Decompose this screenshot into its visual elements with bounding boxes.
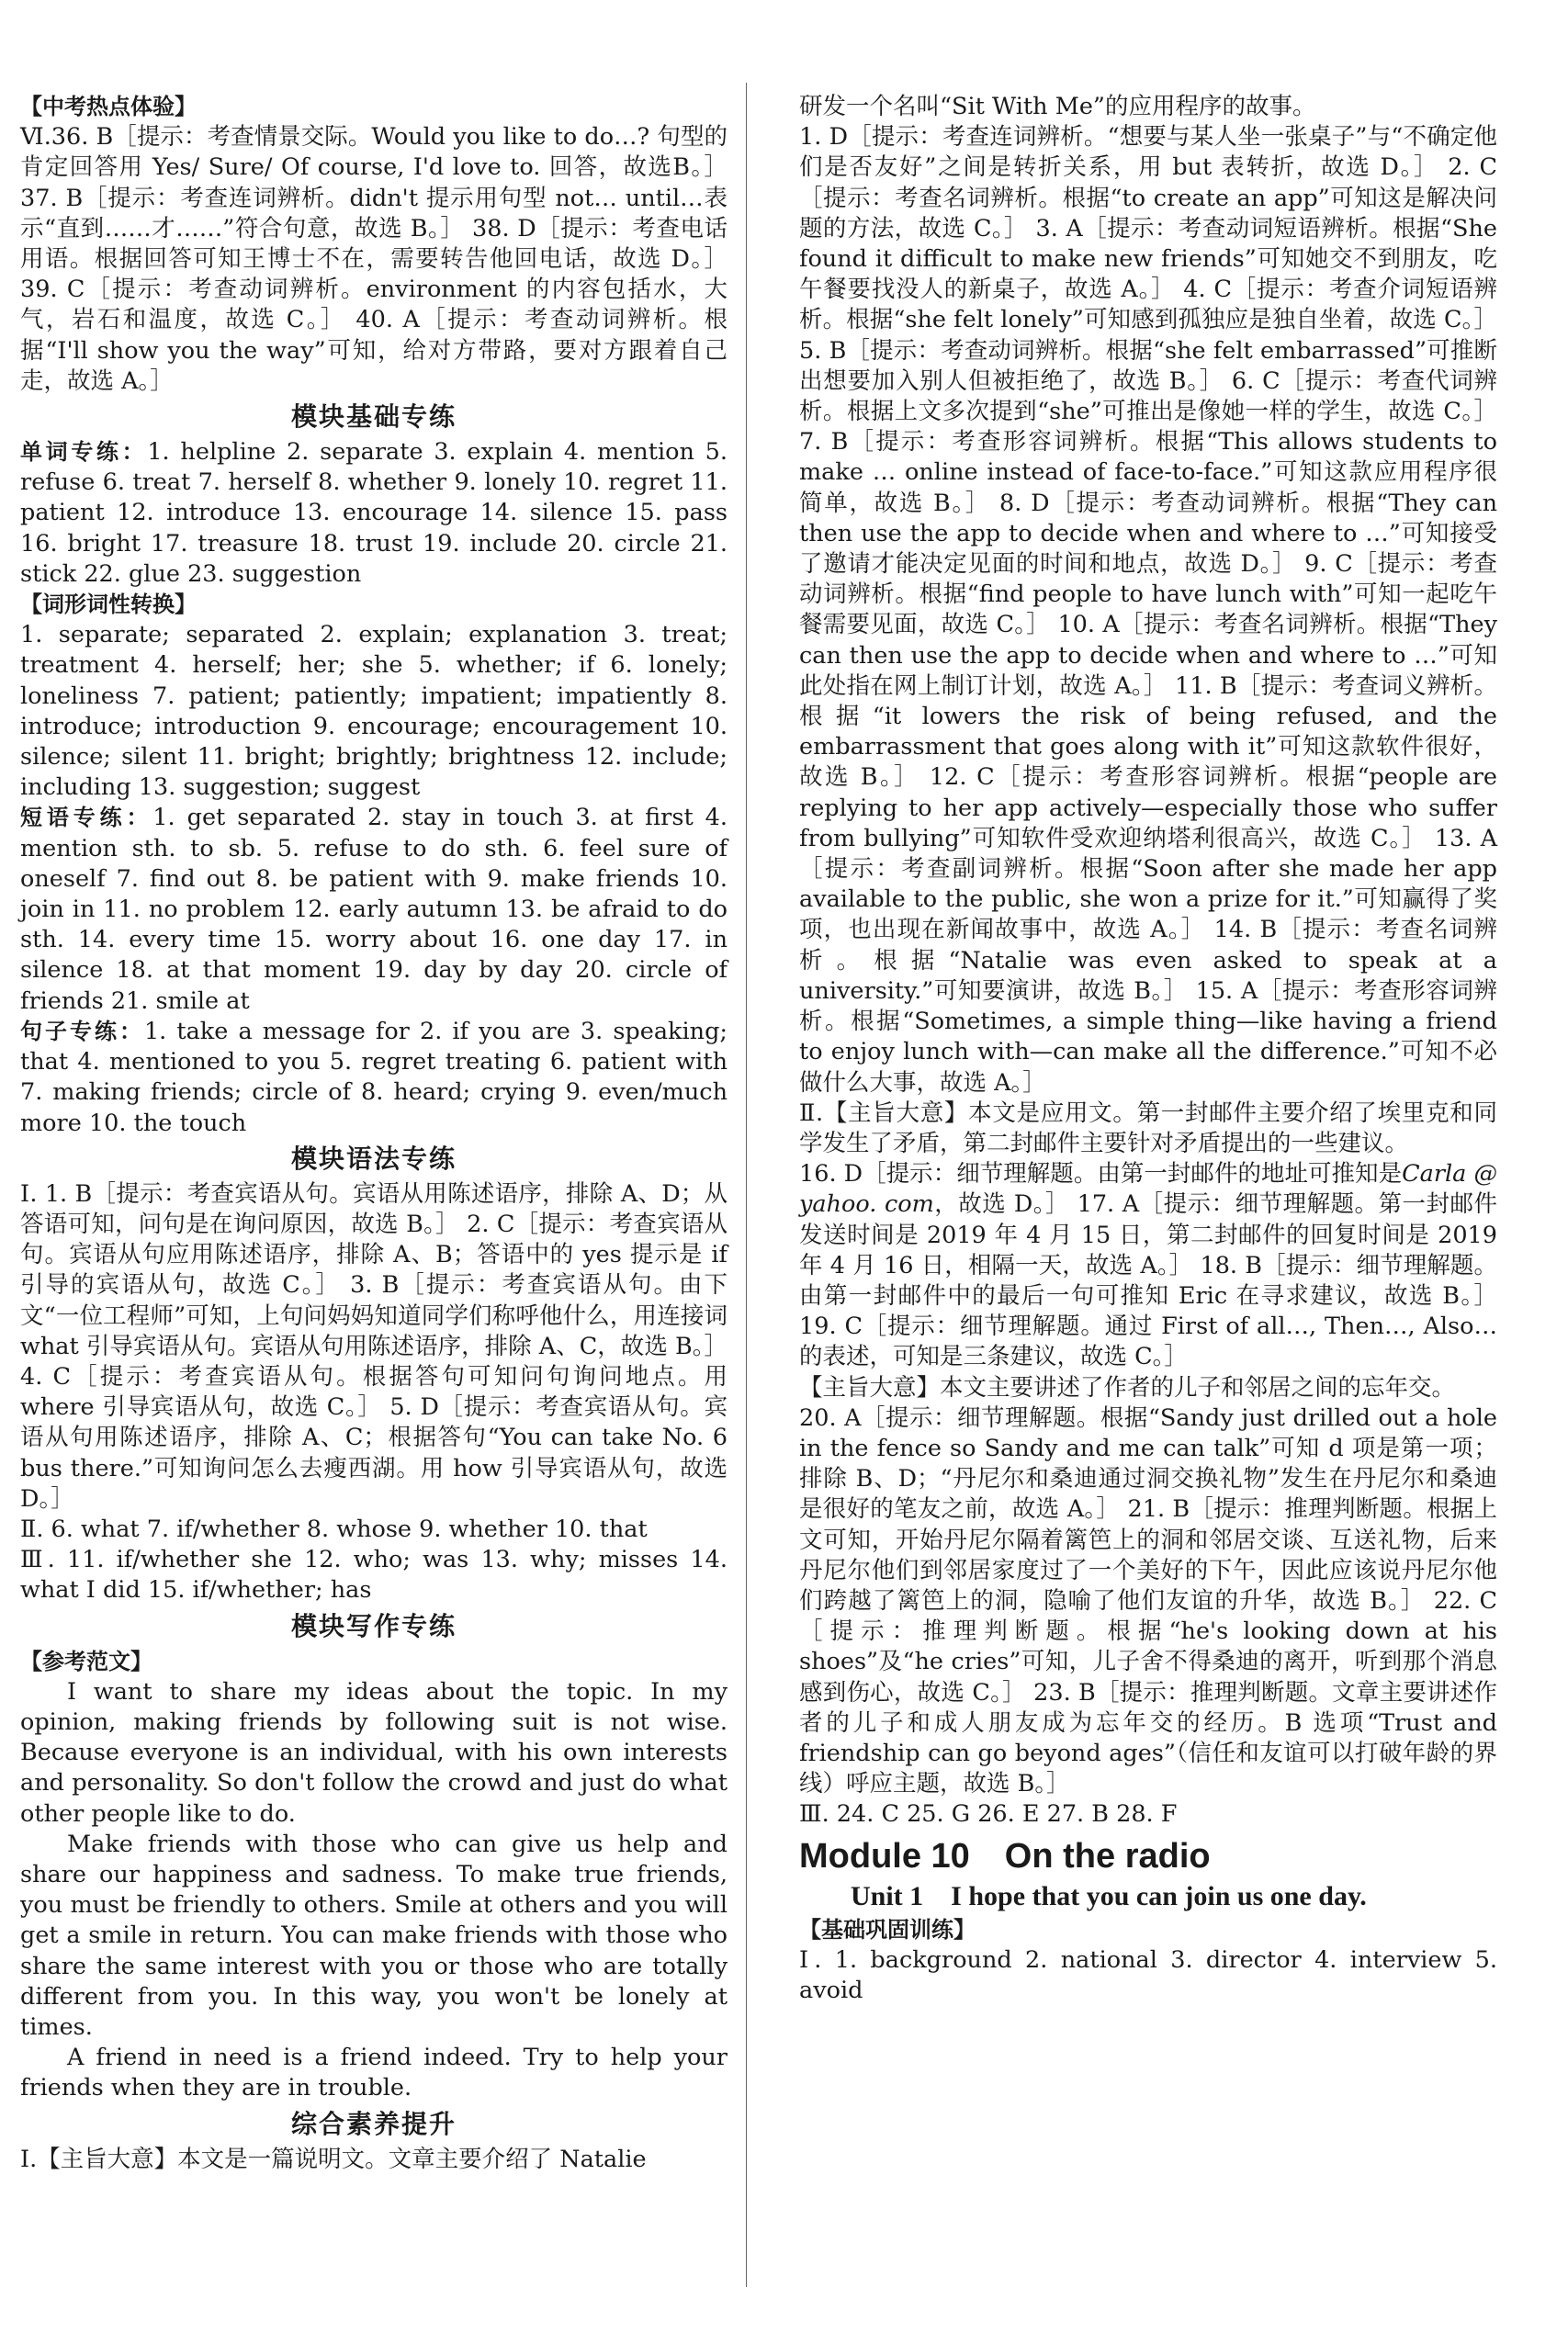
basic-training-answers: Ⅰ. 1. background 2. national 3. director 4. interview 5. avoid bbox=[799, 1945, 1497, 2004]
reading-ii-answers-a bbox=[799, 1159, 1497, 1372]
essay-tag: 【参考范文】 bbox=[20, 1648, 152, 1674]
continued-text: 研发一个名叫“Sit With Me”的应用程序的故事。 bbox=[799, 93, 1316, 120]
phrase-label: 短语专练： bbox=[20, 805, 153, 831]
reading-ii-main-idea: Ⅱ.【主旨大意】本文是应用文。第一封邮件主要介绍了埃里克和同学发生了矛盾，第二封邮件主要针对矛盾提出的一些建议。 bbox=[799, 1099, 1497, 1157]
answer-17-19-text: ，故选 D。］ 17. A［提示：细节理解题。第一封邮件发送时间是 2019 年 4 月 15 日，第二封邮件的回复时间是 2019 年 4 月 16 日，相隔一天，故选 A。］ 18. B［提示：细节理解题。由第一封邮件中的最后一句可推知 Eric 在寻求建议，故选 B。］ 19. C［提示：细节理解题。通过 First of all…, Then…, Also… 的表述，可知是三条建议，故选 C。］ bbox=[799, 1190, 1497, 1371]
grammar-part-3: Ⅲ. 11. if/whether she 12. who; was 13. why; misses 14. what I did 15. if/whether; has bbox=[20, 1546, 728, 1605]
grammar-part-2: Ⅱ. 6. what 7. if/whether 8. whose 9. whether 10. that bbox=[20, 1515, 648, 1543]
word-label: 单词专练： bbox=[20, 439, 148, 466]
essay-paragraph-3: A friend in need is a friend indeed. Try to help your friends when they are in trouble. bbox=[20, 2044, 728, 2102]
phrase-answers: 1. get separated 2. stay in touch 3. at first 4. mention sth. to sb. 5. refuse to do sth. 6. feel sure of oneself 7. find out 8. be patient with 9. make friends 10. join in 11. no problem 12. early autumn 13. be afraid to do sth. 14. every time 15. worry about 16. one day 17. in silence 18. at that moment 19. day by day 20. circle of friends 21. smile at bbox=[20, 804, 728, 1015]
unit-title: Unit 1 I hope that you can join us one day. bbox=[851, 1880, 1367, 1911]
sentence-practice bbox=[20, 1017, 728, 1139]
conversion-answers: 1. separate; separated 2. explain; explanation 3. treat; treatment 4. herself; her; she 5. whether; if 6. lonely; loneliness 7. patient; patiently; impatient; impatiently 8. introduce; introduction 9. encourage; encouragement 10. silence; silent 11. bright; brightly; brightness 12. include; including 13. suggestion; suggest bbox=[20, 621, 728, 802]
section-title-grammar: 模块语法专练 bbox=[290, 1143, 457, 1174]
cloze-answers: 1. D［提示：考查连词辨析。“想要与某人坐一张桌子”与“不确定他们是否友好”之间是转折关系，用 but 表转折，故选 D。］ 2. C［提示：考查名词辨析。根据“to create an app”可知这是解决问题的方法，故选 C。］ 3. A［提示：考查动词短语辨析。根据“She found it difficult to make new friends”可知她交不到朋友，吃午餐要找没人的新桌子，故选 A。］ 4. C［提示：考查介词短语辨析。根据“she felt lonely”可知感到孤独应是独自坐着，故选 C。］ 5. B［提示：考查动词辨析。根据“she felt embarrassed”可推断出想要加入别人但被拒绝了，故选 B。］ 6. C［提示：考查代词辨析。根据上文多次提到“she”可推出是像她一样的学生，故选 C。］ 7. B［提示：考查形容词辨析。根据“This allows students to make … online instead of face-to-face.”可知这款应用程序很简单，故选 B。］ 8. D［提示：考查动词辨析。根据“They can then use the app to decide when and where to …”可知接受了邀请才能决定见面的时间和地点，故选 D。］ 9. C［提示：考查动词辨析。根据“find people to have lunch with”可知一起吃午餐需要见面，故选 C。］ 10. A［提示：考查名词辨析。根据“They can then use the app to decide when and where to …”可知此处指在网上制订计划，故选 A。］ 11. B［提示：考查词义辨析。根据“it lowers the risk of being refused, and the embarrassment that goes along with it”可知这款软件很好，故选 B。］ 12. C［提示：考查形容词辨析。根据“people are replying to her app actively—especially those who suffer from bullying”可知软件受欢迎纳塔利很高兴，故选 C。］ 13. A［提示：考查副词辨析。根据“Soon after she made her app available to the public, she won a prize for it.”可知赢得了奖项，也出现在新闻故事中，故选 A。］ 14. B［提示：考查名词辨析。根据“Natalie was even asked to speak at a university.”可知要演讲，故选 B。］ 15. A［提示：考查形容词辨析。根据“Sometimes, a simple thing—like having a friend to enjoy lunch with—can make all the difference.”可知不必做什么大事，故选 A。］ bbox=[799, 123, 1497, 1097]
section-title-writing: 模块写作专练 bbox=[290, 1610, 457, 1641]
sentence-answers: 1. take a message for 2. if you are 3. speaking; that 4. mentioned to you 5. regret treating 6. patient with 7. making friends; circle of 8. heard; crying 9. even/much more 10. the touch bbox=[20, 1017, 728, 1137]
column-divider bbox=[746, 83, 747, 2287]
hot-answers: Ⅵ.36. B［提示：考查情景交际。Would you like to do…? 句型的肯定回答用 Yes/ Sure/ Of course, I'd love to. 回答，故选B。］ 37. B［提示：考查连词辨析。didn't 提示用句型 not… until…表示“直到……才……”符合句意，故选 B。］ 38. D［提示：考查电话用语。根据回答可知王博士不在，需要转告他回电话，故选 D。］ 39. C［提示：考查动词辨析。environment 的内容包括水，大气，岩石和温度，故选 C。］ 40. A［提示：考查动词辨析。根据“I'll show you the way”可知，给对方带路，要对方跟着自己走，故选 A。］ bbox=[20, 123, 728, 395]
word-practice bbox=[20, 437, 728, 590]
phrase-practice bbox=[20, 803, 728, 1016]
word-form-conversion bbox=[20, 590, 728, 803]
reading-iii-answers: Ⅲ. 24. C 25. G 26. E 27. B 28. F bbox=[799, 1800, 1178, 1829]
basic-training-tag: 【基础巩固训练】 bbox=[799, 1916, 976, 1943]
section-title-basic: 模块基础专练 bbox=[290, 401, 457, 433]
left-column bbox=[20, 92, 728, 2175]
conversion-tag: 【词形词性转换】 bbox=[20, 592, 197, 618]
section-title-comprehensive: 综合素养提升 bbox=[290, 2108, 457, 2139]
comprehensive-start: Ⅰ.【主旨大意】本文是一篇说明文。文章主要介绍了 Natalie bbox=[20, 2145, 647, 2173]
reading-ii-main-idea-b: 【主旨大意】本文主要讲述了作者的儿子和邻居之间的忘年交。 bbox=[799, 1373, 1456, 1402]
right-column bbox=[799, 92, 1497, 2006]
hot-section bbox=[20, 92, 728, 397]
sentence-label: 句子专练： bbox=[20, 1018, 144, 1044]
module-title: Module 10 On the radio bbox=[799, 1836, 1211, 1876]
word-answers: 1. helpline 2. separate 3. explain 4. mention 5. refuse 6. treat 7. herself 8. whether 9. lonely 10. regret 11. patient 12. introduce 13. encourage 14. silence 15. pass 16. bright 17. treasure 18. trust 19. include 20. circle 21. stick 22. glue 23. suggestion bbox=[20, 438, 728, 588]
essay-paragraph-2: Make friends with those who can give us help and share our happiness and sadness. To make true friends, you must be friendly to others. Smile at others and you will get a smile in return. You can make friends with those who share the same interest with you or those who are totally different from you. In this way, you won't be lonely at times. bbox=[20, 1830, 728, 2041]
essay-paragraph-1: I want to share my ideas about the topic. In my opinion, making friends by following suit is not wise. Because everyone is an individual, with his own interests and personality. So don't follow the crowd and just do what other people like to do. bbox=[20, 1677, 728, 1828]
answer-16-text: 16. D［提示：细节理解题。由第一封邮件的地址可推知是 bbox=[799, 1160, 1403, 1189]
hot-tag: 【中考热点体验】 bbox=[20, 94, 197, 119]
grammar-part-1: Ⅰ. 1. B［提示：考查宾语从句。宾语从用陈述语序，排除 A、D；从答语可知，问句是在询问原因，故选 B。］ 2. C［提示：考查宾语从句。宾语从句应用陈述语序，排除 A、B；答语中的 yes 提示是 if 引导的宾语从句，故选 C。］ 3. B［提示：考查宾语从句。由下文“一位工程师”可知，上句问妈妈知道同学们称呼他什么，用连接词 what 引导宾语从句。宾语从句用陈述语序，排除 A、C，故选 B。］ 4. C［提示：考查宾语从句。根据答句可知问句询问地点。用 where 引导宾语从句，故选 C。］ 5. D［提示：考查宾语从句。宾语从句用陈述语序，排除 A、C；根据答句“You can take No. 6 bus there.”可知询问怎么去瘦西湖。用 how 引导宾语从句，故选 D。］ bbox=[20, 1179, 728, 1513]
reading-ii-answers-b: 20. A［提示：细节理解题。根据“Sandy just drilled out a hole in the fence so Sandy and me can talk”可知 d 项是第一项；排除 B、D；“丹尼尔和桑迪通过洞交换礼物”发生在丹尼尔和桑迪是很好的笔友之前，故选 A。］ 21. B［提示：推理判断题。根据上文可知，开始丹尼尔隔着篱笆上的洞和邻居交谈、互送礼物，后来丹尼尔他们到邻居家度过了一个美好的下午，因此应该说丹尼尔他们跨越了篱笆上的洞，隐喻了他们友谊的升华，故选 B。］ 22. C［提示：推理判断题。根据“he's looking down at his shoes”及“he cries”可知，儿子舍不得桑迪的离开，听到那个消息感到伤心，故选 C。］ 23. B［提示：推理判断题。文章主要讲述作者的儿子和成人朋友成为忘年交的经历。B 选项“Trust and friendship can go beyond ages”（信任和友谊可以打破年龄的界线）呼应主题，故选 B。］ bbox=[799, 1403, 1497, 1798]
email-address: Carla @ yahoo. com bbox=[799, 1160, 1497, 1219]
